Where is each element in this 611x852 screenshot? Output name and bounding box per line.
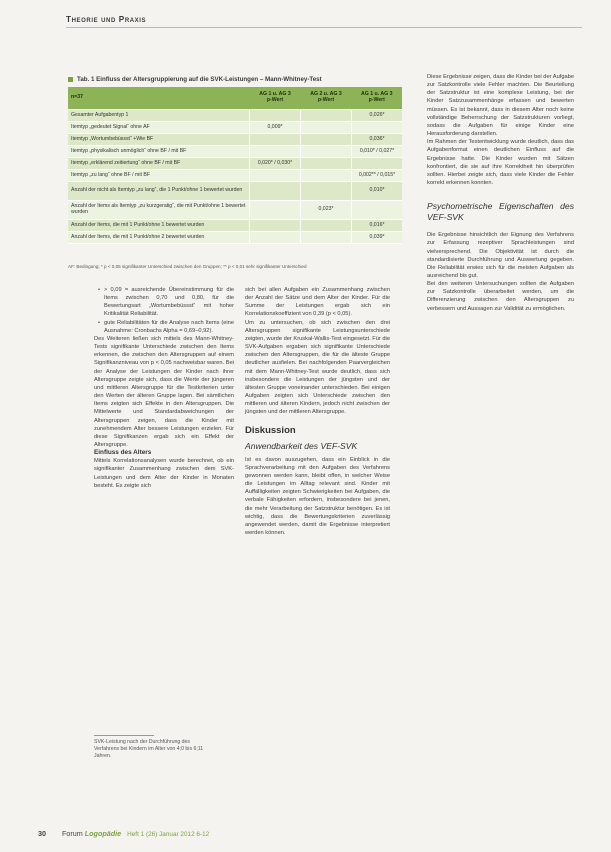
bullet-item: • > 0,09 = ausreichende Übereinstimmung für die Items zwischen 0,70 und 0,80, für die Bewertungsart „Wortumbebüssst“ mit hoher Kritikalität Reliabilität. (94, 286, 234, 319)
cell-value: 0,002** / 0,015* (352, 170, 403, 182)
cell-value (301, 170, 352, 182)
table-row (68, 110, 402, 122)
section-header: Theorie und Praxis (66, 15, 147, 24)
middle-column (245, 286, 390, 537)
body-paragraph: Die Ergebnisse hinsichtlich der Eignung des Verfahrens zur Erfassung rezeptiver Sprachleistungen sind vielversprechend. Die Objektivität ist durch die standardisierte Durchführung und Auswertung gegeben. Die Reliabilität erwies sich für die meisten Aufgaben als ausreichend bis gut. (427, 232, 574, 279)
row-label: Gesamter Aufgabentyp 1 (68, 110, 250, 122)
bullet-item: • gute Reliabilitäten für die Analyse nach Items (eine Ausnahme: Cronbachs Alpha = 0,69–0,92). (94, 319, 234, 335)
cell-value: 0,016* (352, 220, 403, 232)
row-label: Anzahl der Items als Itemtyp „zu kurzgeratig“, die mit Punkt/ohne 1 bewertet wurden (68, 201, 250, 220)
cell-value (352, 158, 403, 170)
subheading: Einfluss des Alters (94, 449, 152, 457)
row-label: Anzahl der Items, die mit 1 Punkt/ohne 2 bewertet wurden (68, 232, 250, 244)
row-label: Anzahl der nicht als Itemtyp „zu lang“, die 1 Punkt/ohne 1 bewertet wurden (68, 182, 250, 201)
cell-value (301, 146, 352, 158)
body-paragraph: Des Weiteren ließen sich mittels des Mann-Whitney-Tests signifikante Unterschiede zwischen den Items erkennen, die zwischen den Altersgruppen auf einem Signifikanzniveau von p < 0,05 nachweisbar waren. Bei der Analyse der Leistungen der Kinder nach ihrer Altersgruppe zeigte sich, dass die Werte der jüngeren und mittleren Altersgruppe für die Testkriterien unter den Werten der älteren Gruppe lagen. Bei sämtlichen Items zeigten sich Effekte in den Altersgruppen. Die Mittelwerte und Standardabweichungen der Altersgruppen zeigen, dass die Kinder mit zunehmendem Alter bessere Leistungen erzielen. Für diese Signifikanzen ergab sich ein Effekt der Altersgruppe. (94, 335, 234, 448)
body-paragraph: Ist es davon auszugehen, dass ein Einblick in die Sprachverarbeitung mit den Aufgaben des Verfahrens gewonnen werden kann, bleibt offen, in welcher Weise die Leistungen im Alltag relevant sind. Kinder mit Auffälligkeiten zeigten Schwierigkeiten bei Aufgaben, die verbale Fähigkeiten erfordern, insbesondere bei jenen, die mehr Verarbeitung der Satzstruktur benötigen. Es ist wichtig, dass die Bewertungskriterien zuverlässig angewendet werden, damit die Ergebnisse interpretiert werden können. (245, 456, 390, 537)
table-header-row (68, 87, 402, 110)
section-heading: Diskussion (245, 424, 296, 436)
row-label: Itemtyp „gedeutet Signal“ ohne AF (68, 122, 250, 134)
footnote-divider (94, 735, 154, 736)
table-header-cell: AG 1 u. AG 3 p-Wert (352, 87, 403, 110)
cell-value: 0,023* (301, 201, 352, 220)
cell-value (301, 134, 352, 146)
body-paragraph: Im Rahmen der Testentwicklung wurde deutlich, dass das Aufgabenformat einen deutlichen Einfluss auf die Ergebnisse hatte. Die Kinder wurden mit Sätzen konfrontiert, die sie auf ihre Korrektheit hin überprüfen sollten. Hierbei zeigte sich, dass viele Kinder die Fehler korrekt erkennen konnten. (427, 139, 574, 187)
table-row (68, 182, 402, 201)
cell-value (301, 122, 352, 134)
cell-value (352, 201, 403, 220)
journal-prefix: Forum (62, 829, 83, 838)
cell-value (250, 134, 301, 146)
cell-value (250, 232, 301, 244)
body-paragraph: Um zu untersuchen, ob sich zwischen den drei Altersgruppen signifikante Leistungsunterschiede zeigten, wurde der Kruskal-Wallis-Test eingesetzt. Für die SVK-Aufgaben ergaben sich signifikante Unterschiede zwischen den Altersgruppen, die für die älteste Gruppe deutlicher ausfielen. Bei nachfolgenden Paarvergleichen mit dem Mann-Whitney-Test wurde deutlich, dass sich insbesondere die Leistungen der jüngsten und der ältesten Gruppe voneinander unterschieden. Bei einigen Aufgaben zeigten sich Unterschiede zwischen den mittleren und älteren Kindern, jedoch nicht zwischen der jüngsten und der mittleren Altersgruppe. (245, 319, 390, 416)
results-table (68, 87, 402, 244)
cell-value (352, 122, 403, 134)
table-header-cell: n=37 (68, 87, 250, 110)
cell-value (250, 220, 301, 232)
cell-value (250, 182, 301, 201)
caption-marker-icon (68, 77, 73, 82)
table-header-cell: AG 2 u. AG 3 p-Wert (301, 87, 352, 110)
subsection-heading: Psychometrische Eigenschaften des VEF-SVK (427, 201, 574, 223)
row-label: Anzahl der Items, die mit 1 Punkt/ohne 1 bewertet wurden (68, 220, 250, 232)
left-column (94, 286, 234, 490)
body-paragraph: Bei den weiteren Untersuchungen sollten die Aufgaben zur Satzkontrolle überarbeitet werden, um die Differenzierung zwischen den Altersgruppen zu verbessern und Aussagen zur Validität zu ermöglichen. (427, 281, 574, 312)
cell-value (250, 201, 301, 220)
row-label: Itemtyp „Wortumbebüssst“ +Wie BF (68, 134, 250, 146)
row-label: Itemtyp „zu lang“ ohne BF / mit BF (68, 170, 250, 182)
cell-value (301, 182, 352, 201)
header-divider (66, 27, 582, 28)
right-column (427, 73, 574, 313)
cell-value: 0,020* / 0,030* (250, 158, 301, 170)
body-paragraph: Diese Ergebnisse zeigen, dass die Kinder bei der Aufgabe zur Satzkontrolle viele Fehler machten. Die Beurteilung der Satzstruktur ist eine komplexe Leistung, bei der Kinder Satzzusammenhänge erfassen und bewerten müssen. Es ist bekannt, dass in diesem Alter noch keine vollständige Beherrschung der Satzstrukturen vorliegt, sodass die Aufgaben für einige Kinder eine Herausforderung darstellen. (427, 74, 574, 138)
cell-value (250, 146, 301, 158)
cell-value: 0,039* (352, 232, 403, 244)
cell-value (301, 110, 352, 122)
table-row (68, 134, 402, 146)
cell-value (250, 170, 301, 182)
cell-value: 0,010* (352, 182, 403, 201)
table-header-cell: AG 1 u. AG 3 p-Wert (250, 87, 301, 110)
table-row (68, 232, 402, 244)
cell-value: 0,009* (250, 122, 301, 134)
cell-value: 0,026* (352, 110, 403, 122)
issue-info: Heft 1 (26) Januar 2012 6-12 (127, 831, 210, 838)
footnote: SVK-Leistung nach der Durchführung des Verfahrens bei Kindern im Alter von 4;0 bis 6;11 Jahren. (94, 739, 204, 760)
cell-value: 0,036* (352, 134, 403, 146)
table-footnote: AF: Bedingung; * p < 0,05 signifikanter Unterschied zwischen den Gruppen; ** p < 0,01 sehr signifikanter Unterschied (68, 264, 307, 269)
cell-value (250, 110, 301, 122)
table-row (68, 146, 402, 158)
cell-value: 0,010* / 0,027* (352, 146, 403, 158)
body-paragraph: Mittels Korrelationsanalysen wurde berechnet, ob ein signifikanter Zusammenhang zwischen dem SVK-Leistungen und dem Alter der Kinder in Monaten besteht. Es zeigte sich (94, 458, 234, 489)
table-row (68, 220, 402, 232)
table-row (68, 170, 402, 182)
table-row (68, 122, 402, 134)
table-row (68, 201, 402, 220)
cell-value (301, 232, 352, 244)
page-footer (38, 829, 209, 838)
cell-value (301, 158, 352, 170)
row-label: Itemtyp „physikalisch unmöglich“ ohne BF / mit BF (68, 146, 250, 158)
journal-brand: Logopädie (84, 829, 122, 838)
body-paragraph: sich bei allen Aufgaben ein Zusammenhang zwischen der Anzahl der Sätze und dem Alter der Kinder. Für die Summe der Leistungen ergab sich ein Korrelationskoeffizient von 0,39 (p < 0,05). (245, 287, 390, 318)
table-row (68, 158, 402, 170)
subsection-heading: Anwendbarkeit des VEF-SVK (245, 440, 358, 451)
table-caption-text: Tab. 1 Einfluss der Altersgruppierung auf die SVK-Leistungen – Mann-Whitney-Test (77, 76, 322, 83)
cell-value (301, 220, 352, 232)
page-number: 30 (38, 829, 46, 838)
row-label: Itemtyp „erklärend zeitiertung“ ohne BF / mit BF (68, 158, 250, 170)
journal-name (62, 829, 121, 838)
table-caption (68, 76, 322, 83)
